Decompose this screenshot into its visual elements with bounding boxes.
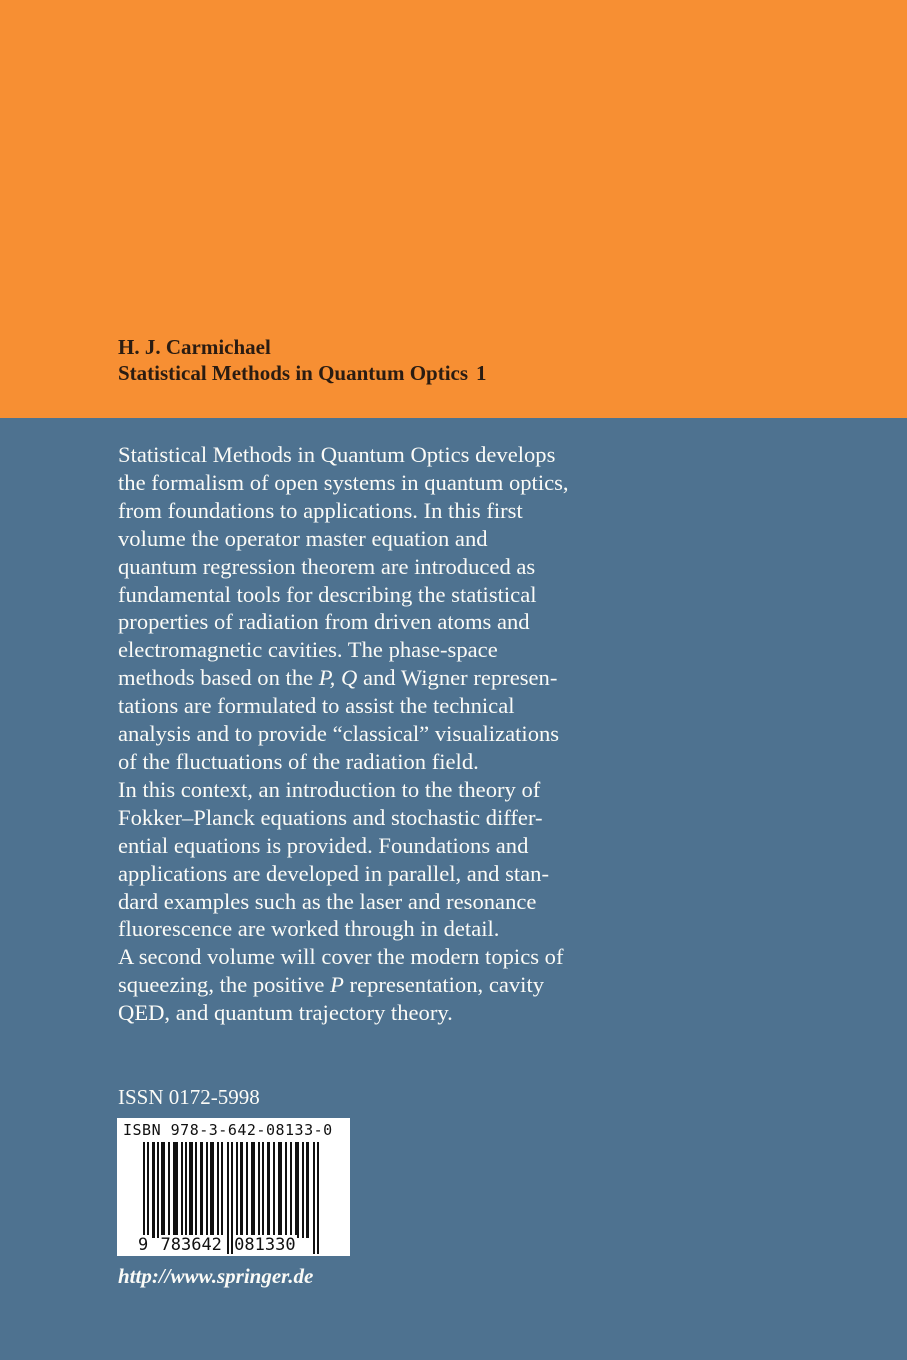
blurb-line: of the fluctuations of the radiation field. [118, 748, 479, 774]
blurb-line: the formalism of open systems in quantum optics, [118, 469, 569, 495]
blurb-line [118, 664, 638, 692]
blurb-line: In this context, an introduction to the theory of [118, 776, 541, 802]
blurb-line: volume the operator master equation and [118, 525, 488, 551]
blurb-line: tations are formulated to assist the technical [118, 693, 515, 719]
blurb-line: QED, and quantum trajectory theory. [118, 1000, 453, 1026]
blurb-line: fluorescence are worked through in detail. [118, 916, 500, 942]
blurb-line: quantum regression theorem are introduced as [118, 553, 536, 579]
book-title [118, 360, 487, 386]
book-title-text: Statistical Methods in Quantum Optics [118, 361, 469, 385]
author-name: H. J. Carmichael [118, 335, 271, 359]
blurb-line: fundamental tools for describing the statistical [118, 581, 537, 607]
isbn-label: ISBN 978-3-642-08133-0 [123, 1121, 333, 1139]
barcode-digits [137, 1235, 297, 1255]
blurb-line: electromagnetic cavities. The phase-space [118, 637, 498, 663]
blurb-fragment: and Wigner represen- [357, 665, 558, 691]
issn-label: ISSN 0172-5998 [118, 1085, 260, 1109]
blurb-line [118, 971, 638, 999]
barcode-digit-group: 783642 [160, 1235, 222, 1255]
blurb-line: Statistical Methods in Quantum Optics develops [118, 442, 556, 467]
blurb-fragment: representation, cavity [343, 972, 545, 998]
blurb-line: A second volume will cover the modern topics of [118, 944, 564, 970]
publisher-url: http://www.springer.de [118, 1264, 314, 1288]
blurb-line: analysis and to provide “classical” visualizations [118, 721, 560, 747]
blurb-line: properties of radiation from driven atoms and [118, 609, 530, 635]
isbn-barcode [117, 1118, 350, 1256]
barcode-digit-group: 081330 [234, 1235, 296, 1255]
blurb-line: Fokker–Planck equations and stochastic differ- [118, 804, 543, 830]
blurb-line: dard examples such as the laser and resonance [118, 888, 537, 914]
blurb-line: applications are developed in parallel, and stan- [118, 860, 549, 886]
volume-number: 1 [476, 361, 487, 385]
barcode-digit-prefix: 9 [138, 1235, 149, 1255]
blurb-fragment: squeezing, the positive [118, 972, 331, 998]
blurb-italic-fragment: P, Q [318, 665, 358, 691]
blurb-line: ential equations is provided. Foundations and [118, 832, 529, 858]
blurb-line: from foundations to applications. In this first [118, 497, 523, 523]
blurb-fragment: methods based on the [118, 665, 319, 691]
blurb-italic-fragment: P [330, 972, 344, 998]
blurb-text [118, 441, 638, 1027]
